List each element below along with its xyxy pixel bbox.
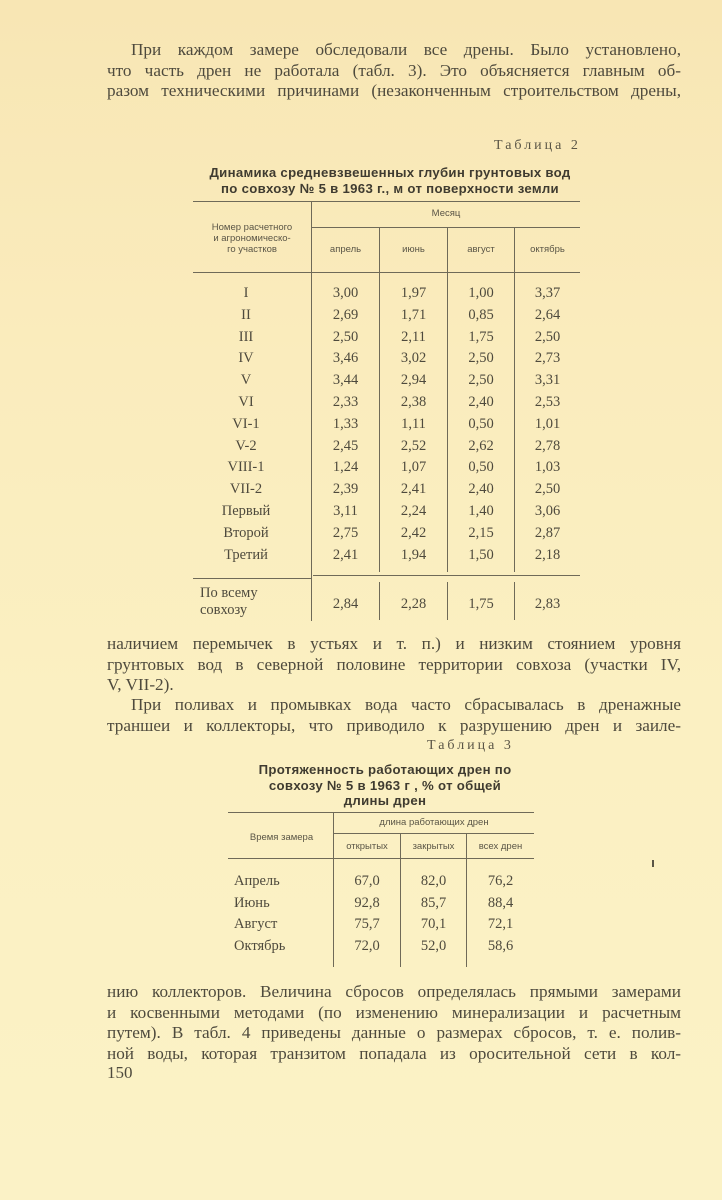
table3-title-line: совхозу № 5 в 1963 г , % от общей: [268, 777, 502, 793]
table2-cell: 2,40: [468, 481, 494, 498]
table3-col-header: открытых: [346, 841, 388, 852]
table2-cell: 0,85: [468, 306, 494, 323]
table3-row-label: Июнь: [234, 894, 270, 911]
table3-col-header: закрытых: [412, 841, 455, 852]
table3-cell: 82,0: [420, 873, 447, 889]
table2-title-line: по совхозу № 5 в 1963 г., м от поверхности земли: [221, 180, 559, 196]
table2-col-header: июнь: [402, 244, 425, 255]
text-line: наличием перемычек в устьях и т. п.) и низким стоянием уровня: [107, 634, 681, 653]
table3-title-line: длины дрен: [343, 793, 427, 808]
table3-header-rule: [228, 858, 534, 859]
table2-row-label: V-2: [235, 437, 257, 454]
table2-cell: 2,45: [332, 437, 359, 454]
table2-cell: 2,87: [534, 524, 561, 541]
table2-cell: 3,44: [332, 372, 359, 389]
table2-cell: 2,41: [332, 546, 359, 563]
table3-cell: 52,0: [420, 937, 447, 954]
text-line: При каждом замере обследовали все дрены. Было установлено,: [131, 40, 681, 59]
table2-cell: 2,50: [468, 372, 494, 389]
table2-cell: 2,73: [534, 350, 561, 367]
scan-speck: [652, 860, 654, 867]
paragraph-middle-2: [107, 695, 681, 736]
table2-cell: 1,01: [534, 415, 561, 432]
table3-group-header: длина работающих дрен: [379, 817, 489, 828]
table2-cell: 2,15: [468, 524, 494, 541]
table2-total-value: 2,28: [400, 596, 427, 612]
table3-cell: 72,0: [354, 937, 380, 954]
table2-row-label: VII-2: [229, 481, 263, 498]
table2-total-value: 1,75: [468, 596, 494, 612]
table2-cell: 2,64: [534, 306, 561, 323]
table2-cell: 1,75: [468, 328, 494, 345]
table2-cell: 1,94: [400, 546, 427, 563]
table2-cell: 0,50: [468, 415, 494, 432]
table2-row-label: VI-1: [232, 415, 260, 432]
table2-row-header: [196, 222, 308, 255]
text-line: нию коллекторов. Величина сбросов определялась прямыми замерами: [107, 982, 681, 1001]
table3-top-rule: [228, 812, 534, 813]
total-label-line: совхозу: [200, 602, 248, 618]
table2-cell: 2,50: [332, 328, 359, 345]
table2-cell: 2,62: [468, 437, 494, 454]
table2-cell: 2,94: [400, 372, 427, 389]
table3-cell: 72,1: [487, 916, 514, 932]
table2-cell: 3,46: [332, 350, 359, 367]
table2-row-label: VIII-1: [227, 459, 265, 476]
table2-total-label: [200, 585, 280, 619]
text-line: что часть дрен не работала (табл. 3). Это объясняется главным об-: [107, 60, 681, 80]
table3-cell: 75,7: [354, 916, 380, 932]
table2-row-label: VI: [238, 394, 254, 410]
table2-row-label: Второй: [223, 524, 269, 541]
table2-cell: 3,02: [400, 350, 427, 367]
page-number: 150: [107, 1063, 133, 1082]
table2-cell: 1,03: [534, 459, 561, 476]
text-line: и косвенными методами (по изменению минерализации и расчетным: [107, 1002, 681, 1022]
table3-cell: 76,2: [487, 873, 514, 889]
table3-col-header: всех дрен: [478, 841, 523, 852]
table2-total-rule-right: [313, 575, 580, 576]
table2-cell: 2,50: [534, 328, 561, 345]
table2-col-header: апрель: [329, 244, 362, 255]
table3-row-header: Время замера: [249, 832, 314, 843]
table2-cell: 1,00: [468, 285, 494, 301]
table3-cell: 88,4: [487, 894, 514, 911]
table2-cell: 2,52: [400, 437, 427, 454]
text-line: ной воды, которая транзитом попадала из оросительной сети в кол-: [107, 1043, 681, 1063]
table3-caption: Таблица 3: [427, 738, 514, 753]
table2-cell: 1,50: [468, 546, 494, 563]
table2-cell: 3,31: [534, 372, 561, 389]
table3-row-label: Октябрь: [234, 937, 286, 954]
text-line: разом техническими причинами (незаконченным строительством дрены,: [107, 81, 681, 100]
table2-cell: 2,69: [332, 306, 359, 323]
table2-cell: 2,75: [332, 524, 359, 541]
text-line: путем). В табл. 4 приведены данные о размерах сбросов, т. е. полив-: [107, 1023, 681, 1042]
table2-col-header: октябрь: [530, 244, 565, 255]
table2-cell: 1,33: [332, 415, 359, 432]
table2-row-label: V: [240, 372, 252, 389]
table2-cell: 3,06: [534, 503, 561, 519]
table3-title-line: Протяженность работающих дрен по: [258, 762, 512, 777]
paragraph-middle-1: [107, 634, 681, 696]
table2-row-label: IV: [238, 350, 254, 367]
table3-cell: 67,0: [354, 873, 380, 889]
table3-cell: 92,8: [354, 894, 380, 911]
table3-group-rule: [334, 833, 534, 834]
table2-cell: 2,38: [400, 394, 427, 410]
text-line: V, VII-2).: [107, 675, 174, 694]
table2-cell: 2,39: [332, 481, 359, 498]
table2-cell: 2,40: [468, 394, 494, 410]
table2-cell: 1,07: [400, 459, 427, 476]
text-line: грунтовых вод в северной половине территории совхоза (участки IV,: [107, 654, 681, 674]
table3-cell: 58,6: [487, 937, 514, 954]
table2-cell: 1,24: [332, 459, 359, 476]
table2-title-line: Динамика средневзвешенных глубин грунтовых вод: [209, 165, 571, 180]
table2-group-header: Месяц: [431, 208, 461, 219]
table2-cell: 2,50: [534, 481, 561, 498]
table2-row-label: Третий: [224, 546, 268, 563]
table2-cell: 0,50: [468, 459, 494, 476]
table2-cell: 2,41: [400, 481, 427, 498]
table2-row-label: I: [243, 285, 249, 301]
table2-caption: Таблица 2: [494, 138, 581, 153]
table2-row-label: II: [241, 306, 251, 323]
table3-cell: 70,1: [420, 916, 447, 932]
table2-cell: 1,40: [468, 503, 494, 519]
header-line: Номер расчетного: [211, 222, 293, 233]
table2-cell: 2,11: [401, 328, 426, 345]
paragraph-top: [107, 40, 681, 102]
table2-total-value: 2,83: [534, 596, 561, 612]
table3-row-label: Апрель: [234, 873, 280, 889]
table2-cell: 2,78: [534, 437, 561, 454]
paragraph-bottom: [107, 982, 681, 1064]
table2-cell: 2,24: [400, 503, 427, 519]
table2-row-label: III: [238, 328, 254, 345]
table2-header-rule: [193, 272, 580, 273]
table2-cell: 2,33: [332, 394, 359, 410]
table2-cell: 3,11: [333, 503, 358, 519]
header-line: го участков: [227, 244, 277, 255]
table2-cell: 2,18: [534, 546, 561, 563]
text-line: При поливах и промывках вода часто сбрасывалась в дренажные: [131, 695, 681, 714]
header-line: и агрономическо-: [213, 233, 291, 244]
table2-title: [180, 165, 600, 196]
table2-cell: 1,71: [400, 306, 427, 323]
table3-title: [220, 762, 550, 809]
text-line: траншеи и коллекторы, что приводило к разрушению дрен и заиле-: [107, 715, 681, 735]
table3-row-label: Август: [234, 916, 278, 932]
table2-total-rule-left: [193, 578, 311, 579]
total-label-line: По всему: [200, 585, 258, 601]
table2-month-rule: [312, 227, 580, 228]
table2-cell: 3,00: [332, 285, 359, 301]
table2-cell: 1,97: [400, 285, 427, 301]
table2-cell: 1,11: [401, 415, 426, 432]
table2-cell: 3,37: [534, 285, 561, 301]
table2-cell: 2,50: [468, 350, 494, 367]
table2-total-value: 2,84: [332, 596, 359, 612]
table2-cell: 2,53: [534, 394, 561, 410]
table2-cell: 2,42: [400, 524, 427, 541]
table2-col-header: август: [467, 244, 495, 255]
table3-cell: 85,7: [420, 894, 447, 911]
table2-top-rule: [193, 201, 580, 202]
table2-row-label: Первый: [221, 503, 271, 519]
